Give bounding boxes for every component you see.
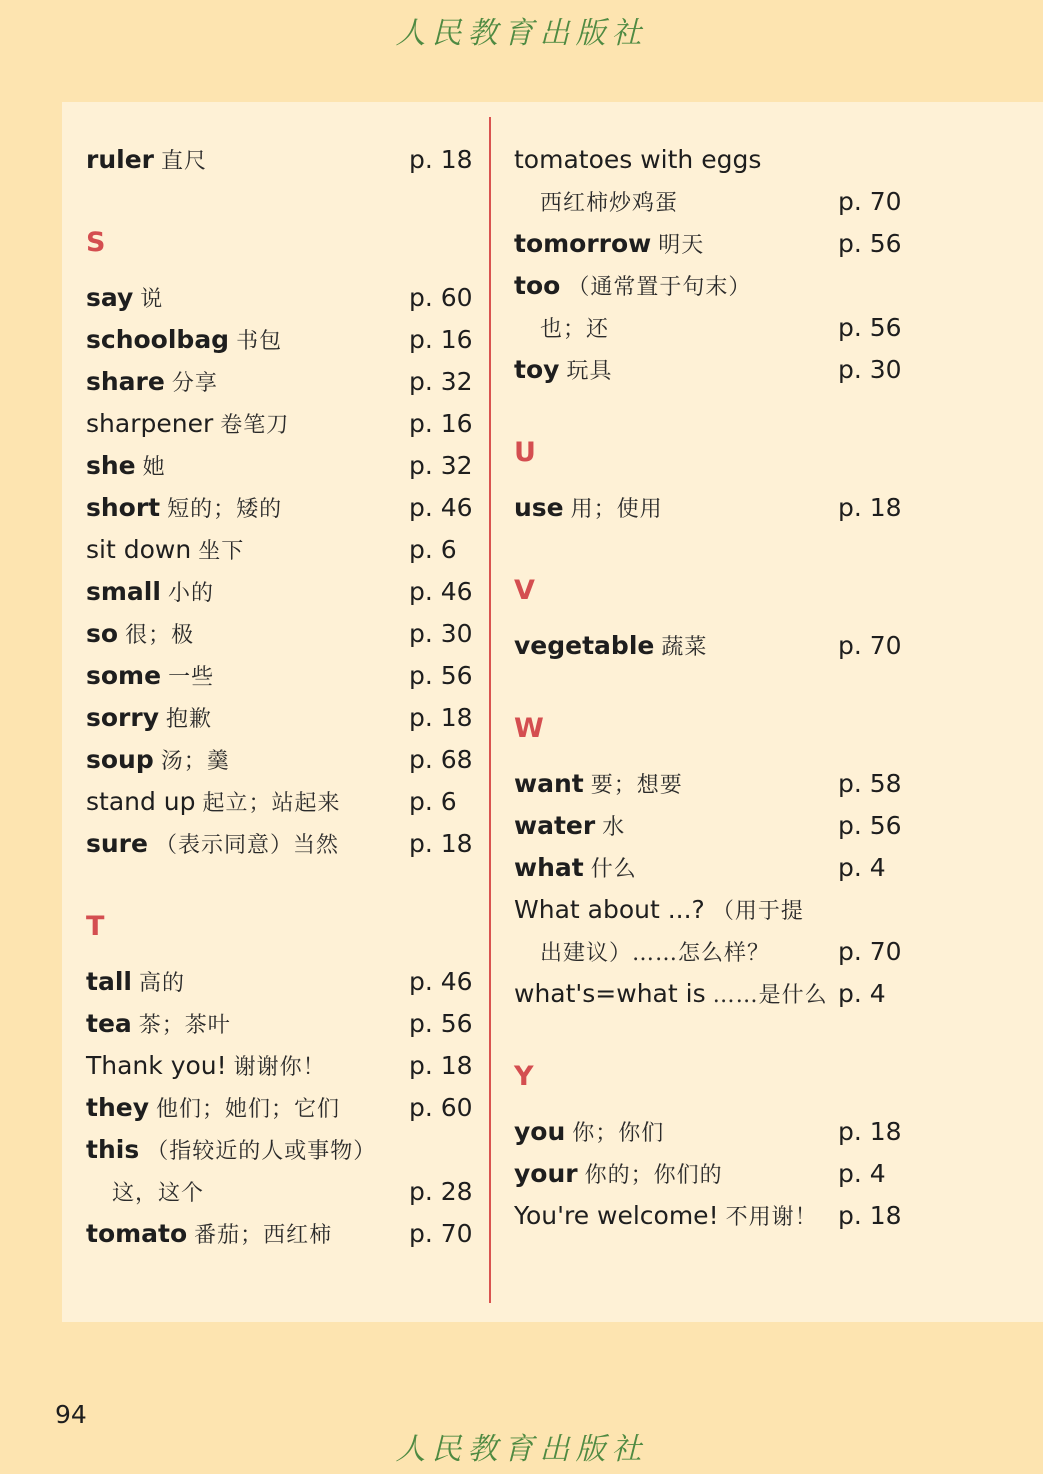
glossary-entry <box>514 226 902 262</box>
glossary-entry <box>86 1048 473 1084</box>
entry-translation: 出建议）……怎么样？ <box>540 941 771 966</box>
glossary-entry <box>514 628 902 664</box>
glossary-entry <box>514 850 886 886</box>
entry-term: You're welcome! <box>514 1201 719 1230</box>
entry-page-ref: p. 60 <box>409 283 473 312</box>
glossary-entry <box>86 700 473 736</box>
entry-translation: 他们；她们；它们 <box>156 1097 341 1122</box>
glossary-entry <box>86 364 473 400</box>
entry-term: tea <box>86 1009 132 1038</box>
entry-translation: 要；想要 <box>590 773 683 798</box>
entry-term: some <box>86 661 162 690</box>
page-number: 94 <box>55 1400 87 1429</box>
entry-page-ref: p. 18 <box>838 493 902 522</box>
entry-page-ref: p. 30 <box>838 355 902 384</box>
entry-page-ref: p. 70 <box>409 1219 473 1248</box>
entry-term: stand up <box>86 787 196 816</box>
entry-translation: 水 <box>602 815 626 840</box>
glossary-entry <box>86 784 457 820</box>
entry-page-ref: p. 56 <box>838 313 902 342</box>
glossary-entry <box>86 742 473 778</box>
entry-translation: ……是什么 <box>712 983 828 1008</box>
entry-translation: （通常置于句末） <box>567 275 752 300</box>
glossary-entry <box>86 1132 376 1168</box>
entry-page-ref: p. 18 <box>409 829 473 858</box>
entry-page-ref: p. 46 <box>409 577 473 606</box>
entry-translation: 抱歉 <box>166 707 213 732</box>
entry-term: want <box>514 769 584 798</box>
entry-page-ref: p. 46 <box>409 493 473 522</box>
entry-translation: 直尺 <box>160 149 207 174</box>
entry-translation: 你；你们 <box>572 1121 665 1146</box>
entry-translation: 很；极 <box>125 623 195 648</box>
entry-translation: 起立；站起来 <box>202 791 341 816</box>
entry-term: soup <box>86 745 154 774</box>
entry-term: sorry <box>86 703 160 732</box>
glossary-entry <box>514 976 886 1012</box>
entry-page-ref: p. 56 <box>409 661 473 690</box>
entry-page-ref: p. 4 <box>838 853 886 882</box>
glossary-entry <box>514 184 902 220</box>
glossary-entry <box>514 268 751 304</box>
entry-term: tall <box>86 967 132 996</box>
entry-term: your <box>514 1159 578 1188</box>
glossary-entry <box>86 574 473 610</box>
entry-translation: 谢谢你！ <box>233 1055 326 1080</box>
entry-page-ref: p. 16 <box>409 325 473 354</box>
entry-page-ref: p. 28 <box>409 1177 473 1206</box>
entry-translation: 书包 <box>236 329 283 354</box>
entry-translation: 蔬菜 <box>661 635 708 660</box>
entry-term: tomato <box>86 1219 188 1248</box>
entry-page-ref: p. 16 <box>409 409 473 438</box>
entry-term: sit down <box>86 535 192 564</box>
entry-page-ref: p. 6 <box>409 535 457 564</box>
entry-translation: 也；还 <box>540 317 610 342</box>
entry-term: small <box>86 577 161 606</box>
glossary-entry <box>86 1006 473 1042</box>
glossary-entry <box>514 490 902 526</box>
entry-term: this <box>86 1135 140 1164</box>
glossary-entry <box>86 322 473 358</box>
section-letter: U <box>514 437 536 468</box>
entry-page-ref: p. 18 <box>409 1051 473 1080</box>
publisher-logo-bottom: 人民教育出版社 <box>395 1432 648 1467</box>
entry-translation: 西红柿炒鸡蛋 <box>540 191 679 216</box>
entry-term: what's=what is <box>514 979 706 1008</box>
entry-term: what <box>514 853 584 882</box>
entry-term: ruler <box>86 145 154 174</box>
glossary-entry <box>86 616 473 652</box>
entry-translation: 她 <box>142 455 166 480</box>
entry-term: short <box>86 493 161 522</box>
entry-term: tomatoes with eggs <box>514 145 762 174</box>
entry-translation: （表示同意）当然 <box>154 833 339 858</box>
entry-page-ref: p. 70 <box>838 937 902 966</box>
entry-page-ref: p. 4 <box>838 979 886 1008</box>
entry-term: they <box>86 1093 150 1122</box>
glossary-entry <box>514 1198 902 1234</box>
glossary-entry <box>514 352 902 388</box>
entry-term: too <box>514 271 561 300</box>
column-divider <box>489 117 491 1303</box>
entry-term: toy <box>514 355 560 384</box>
entry-translation: 小的 <box>167 581 214 606</box>
entry-term: she <box>86 451 136 480</box>
entry-translation: 卷笔刀 <box>220 413 290 438</box>
entry-term: sure <box>86 829 148 858</box>
entry-page-ref: p. 32 <box>409 367 473 396</box>
entry-term: so <box>86 619 119 648</box>
entry-term: say <box>86 283 134 312</box>
glossary-entry <box>86 532 457 568</box>
entry-term: schoolbag <box>86 325 230 354</box>
entry-page-ref: p. 32 <box>409 451 473 480</box>
glossary-entry <box>86 658 473 694</box>
entry-translation: 你的；你们的 <box>584 1163 723 1188</box>
entry-page-ref: p. 18 <box>838 1201 902 1230</box>
entry-page-ref: p. 56 <box>838 811 902 840</box>
entry-page-ref: p. 30 <box>409 619 473 648</box>
entry-term: vegetable <box>514 631 655 660</box>
glossary-entry <box>86 1216 473 1252</box>
glossary-entry <box>86 1090 473 1126</box>
entry-translation: 汤；羹 <box>160 749 230 774</box>
entry-page-ref: p. 58 <box>838 769 902 798</box>
entry-page-ref: p. 18 <box>409 145 473 174</box>
entry-translation: （指较近的人或事物） <box>146 1139 377 1164</box>
entry-translation: 分享 <box>171 371 218 396</box>
publisher-logo-top: 人民教育出版社 <box>395 16 648 51</box>
entry-translation: 说 <box>140 287 164 312</box>
entry-page-ref: p. 60 <box>409 1093 473 1122</box>
entry-term: tomorrow <box>514 229 652 258</box>
entry-translation: 茶；茶叶 <box>138 1013 231 1038</box>
entry-translation: 高的 <box>138 971 185 996</box>
entry-translation: 什么 <box>590 857 637 882</box>
entry-term: use <box>514 493 564 522</box>
entry-translation: 用；使用 <box>570 497 663 522</box>
glossary-entry <box>86 1174 473 1210</box>
entry-page-ref: p. 4 <box>838 1159 886 1188</box>
entry-term: you <box>514 1117 566 1146</box>
glossary-entry <box>86 142 473 178</box>
glossary-entry <box>514 808 902 844</box>
entry-term: sharpener <box>86 409 214 438</box>
entry-term: Thank you! <box>86 1051 227 1080</box>
entry-page-ref: p. 70 <box>838 187 902 216</box>
entry-translation: 玩具 <box>566 359 613 384</box>
glossary-entry <box>514 934 902 970</box>
entry-translation: 明天 <box>658 233 705 258</box>
entry-page-ref: p. 56 <box>838 229 902 258</box>
section-letter: V <box>514 575 535 606</box>
entry-translation: 番茄；西红柿 <box>194 1223 333 1248</box>
entry-translation: 短的；矮的 <box>167 497 283 522</box>
glossary-entry <box>86 448 473 484</box>
section-letter: W <box>514 713 544 744</box>
entry-page-ref: p. 46 <box>409 967 473 996</box>
entry-page-ref: p. 56 <box>409 1009 473 1038</box>
glossary-entry <box>86 964 473 1000</box>
entry-page-ref: p. 18 <box>409 703 473 732</box>
entry-translation: 一些 <box>168 665 215 690</box>
entry-page-ref: p. 68 <box>409 745 473 774</box>
entry-term: water <box>514 811 596 840</box>
glossary-entry <box>514 310 902 346</box>
glossary-entry <box>86 406 473 442</box>
entry-translation: 这，这个 <box>112 1181 205 1206</box>
section-letter: S <box>86 227 106 258</box>
entry-translation: （用于提 <box>711 899 804 924</box>
glossary-entry <box>514 892 804 928</box>
glossary-entry <box>514 142 761 178</box>
glossary-entry <box>86 280 473 316</box>
entry-term: share <box>86 367 165 396</box>
glossary-entry <box>86 826 473 862</box>
section-letter: Y <box>514 1061 534 1092</box>
entry-page-ref: p. 70 <box>838 631 902 660</box>
glossary-entry <box>514 1156 886 1192</box>
entry-page-ref: p. 18 <box>838 1117 902 1146</box>
section-letter: T <box>86 911 105 942</box>
entry-translation: 不用谢！ <box>725 1205 818 1230</box>
entry-translation: 坐下 <box>198 539 245 564</box>
entry-term: What about ...? <box>514 895 705 924</box>
glossary-entry <box>514 766 902 802</box>
entry-page-ref: p. 6 <box>409 787 457 816</box>
glossary-entry <box>86 490 473 526</box>
glossary-entry <box>514 1114 902 1150</box>
